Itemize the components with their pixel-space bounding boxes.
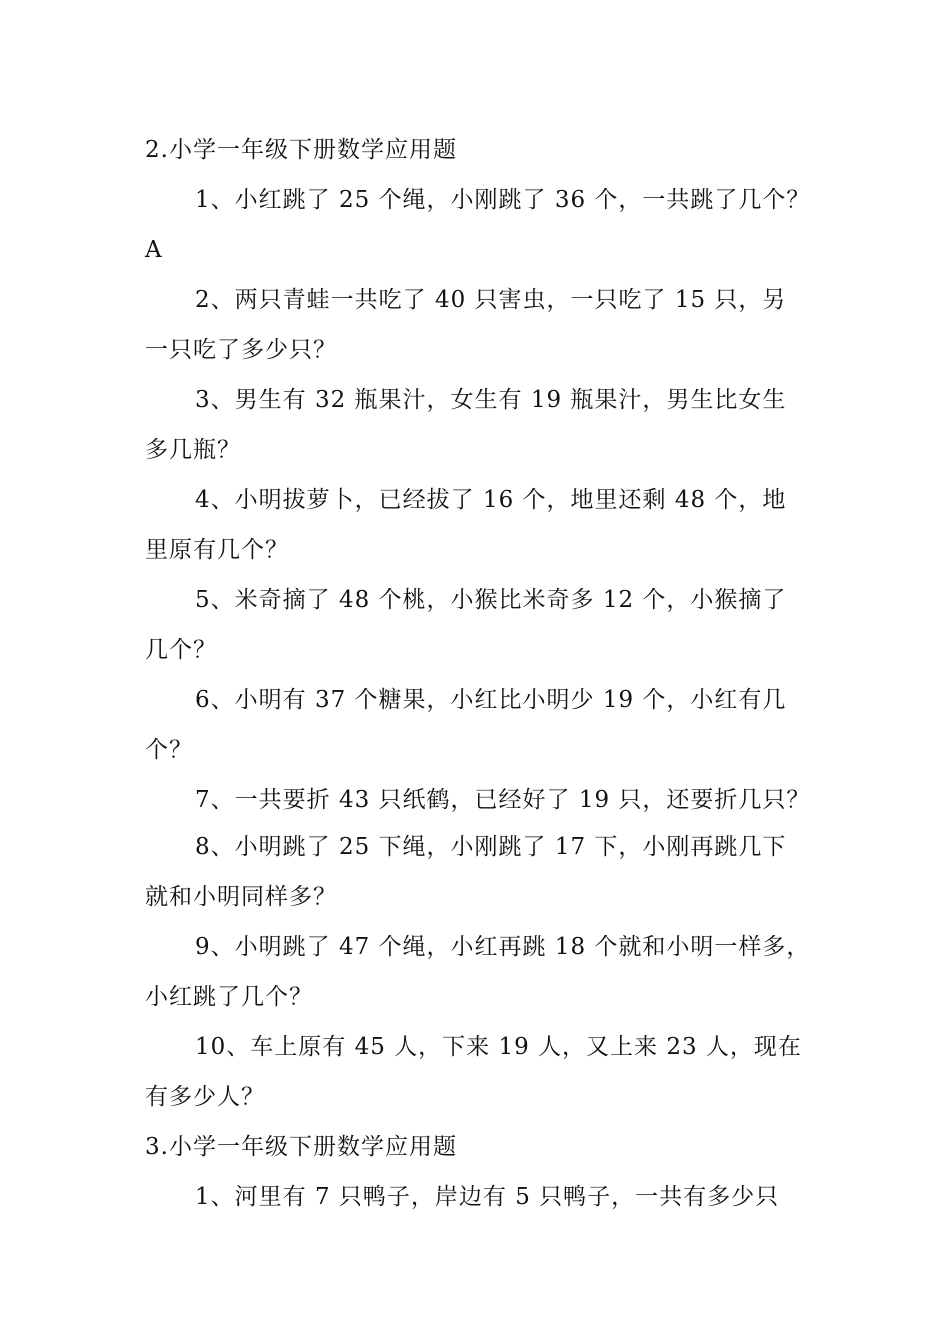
- problem-9-line-1: 9、小明跳了 47 个绳，小红再跳 18 个就和小明一样多，: [195, 934, 811, 960]
- problem-5-line-2: 几个？: [145, 637, 217, 663]
- problem-5-line-1: 5、米奇摘了 48 个桃，小猴比米奇多 12 个，小猴摘了: [195, 587, 787, 613]
- problem-1-line-1: 1、小红跳了 25 个绳，小刚跳了 36 个，一共跳了几个？: [195, 187, 811, 213]
- problem-4-line-2: 里原有几个？: [145, 537, 289, 563]
- problem-7-line-1: 7、一共要折 43 只纸鹤，已经好了 19 只，还要折几只？: [195, 787, 811, 813]
- stray-letter-line: A: [145, 237, 163, 263]
- problem-4-line-1: 4、小明拔萝卜，已经拔了 16 个，地里还剩 48 个，地: [195, 487, 787, 513]
- problem-10-line-2: 有多少人？: [145, 1084, 265, 1110]
- problem-9-line-2: 小红跳了几个？: [145, 984, 313, 1010]
- problem-6-line-1: 6、小明有 37 个糖果，小红比小明少 19 个，小红有几: [195, 687, 787, 713]
- section-heading-3: 3.小学一年级下册数学应用题: [145, 1134, 457, 1160]
- problem-8-line-1: 8、小明跳了 25 下绳，小刚跳了 17 下，小刚再跳几下: [195, 834, 787, 860]
- problem-2-line-2: 一只吃了多少只？: [145, 337, 337, 363]
- problem-10-line-1: 10、车上原有 45 人，下来 19 人，又上来 23 人，现在: [195, 1034, 802, 1060]
- section-heading-2: 2.小学一年级下册数学应用题: [145, 137, 457, 163]
- problem-8-line-2: 就和小明同样多？: [145, 884, 337, 910]
- problem-6-line-2: 个？: [145, 737, 193, 763]
- section-3-problem-1-line-1: 1、河里有 7 只鸭子，岸边有 5 只鸭子，一共有多少只: [195, 1184, 780, 1210]
- problem-2-line-1: 2、两只青蛙一共吃了 40 只害虫，一只吃了 15 只，另: [195, 287, 787, 313]
- problem-3-line-2: 多几瓶？: [145, 437, 241, 463]
- problem-3-line-1: 3、男生有 32 瓶果汁，女生有 19 瓶果汁，男生比女生: [195, 387, 787, 413]
